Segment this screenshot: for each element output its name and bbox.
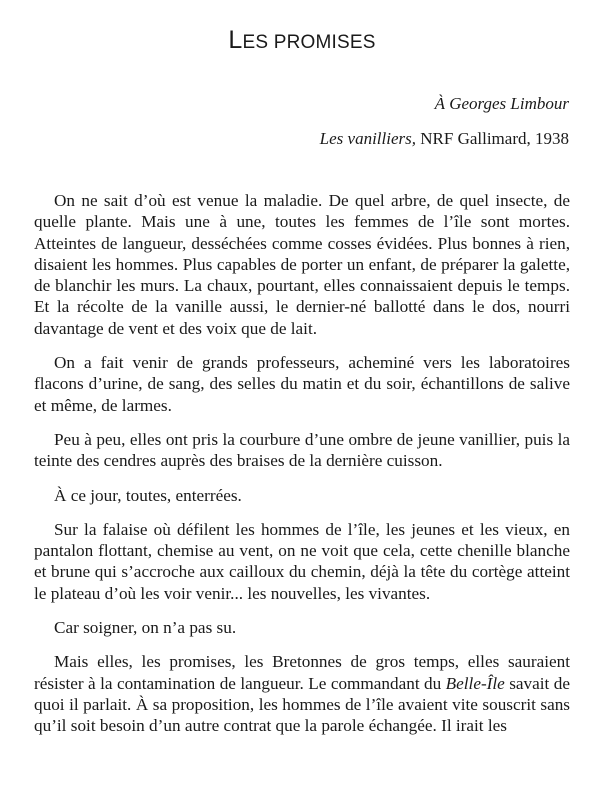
paragraph-5: Sur la falaise où défilent les hommes de l’île, les jeunes et les vieux, en pantalon flottant, chemise au vent, on ne voit que cela, cette chenille blanche et brune qui s’accroche aux cailloux du chemin, déjà la tête du cortège atteint le plateau d’où les voir venir... les nouvelles, les vivantes.: [34, 519, 570, 603]
source-publisher: NRF Gallimard, 1938: [416, 129, 569, 148]
paragraph-1: On ne sait d’où est venue la maladie. De quel arbre, de quel insecte, de quelle plante. Mais une à une, toutes les femmes de l’île sont mortes. Atteintes de langueur, desséchées comme cosses évidées. Plus bonnes à rien, disaient les hommes. Plus capables de porter un enfant, de préparer la galette, de blanchir les murs. La chaux, pourtant, elles connaissaient depuis le temps. Et la récolte de la vanille aussi, le dernier-né ballotté dans le dos, nourri davantage de vent et des voix que de lait.: [34, 191, 570, 338]
paragraph-7: [34, 651, 570, 736]
body-text: [34, 190, 570, 737]
dedication: À Georges Limbour: [434, 94, 569, 113]
source-title: Les vanilliers,: [319, 129, 416, 148]
title-part-es: ES: [242, 32, 274, 53]
ship-name: Belle-Île: [445, 673, 505, 693]
title-letter-p: P: [273, 32, 287, 53]
page-title: [34, 0, 570, 56]
paragraph-2: On a fait venir de grands professeurs, acheminé vers les laboratoires flacons d’urine, de sang, des selles du matin et du soir, échantillons de salive et même, de larmes.: [34, 353, 570, 415]
paragraph-4: À ce jour, toutes, enterrées.: [54, 485, 242, 505]
paragraph-3: Peu à peu, elles ont pris la courbure d’une ombre de jeune vanillier, puis la teinte des cendres auprès des braises de la dernière cuisson.: [34, 429, 570, 471]
paragraph-6: Car soigner, on n’a pas su.: [54, 618, 237, 638]
title-initial-l: L: [228, 26, 243, 54]
paragraph-7-start: Mais elles, les promises, les Bretonnes de gros temps, elles sauraient résister à la contamination de langueur. Le commandant du: [34, 652, 570, 693]
source-citation: [34, 129, 569, 148]
epigraph: [34, 94, 570, 148]
title-part-romises: ROMISES: [286, 32, 376, 53]
paragraph-7-end: savait de quoi il parlait. À sa proposition, les hommes de l’île avaient vite souscrit sans qu’il soit besoin d’un autre contrat que la parole échangée. Il irait les: [34, 673, 570, 736]
